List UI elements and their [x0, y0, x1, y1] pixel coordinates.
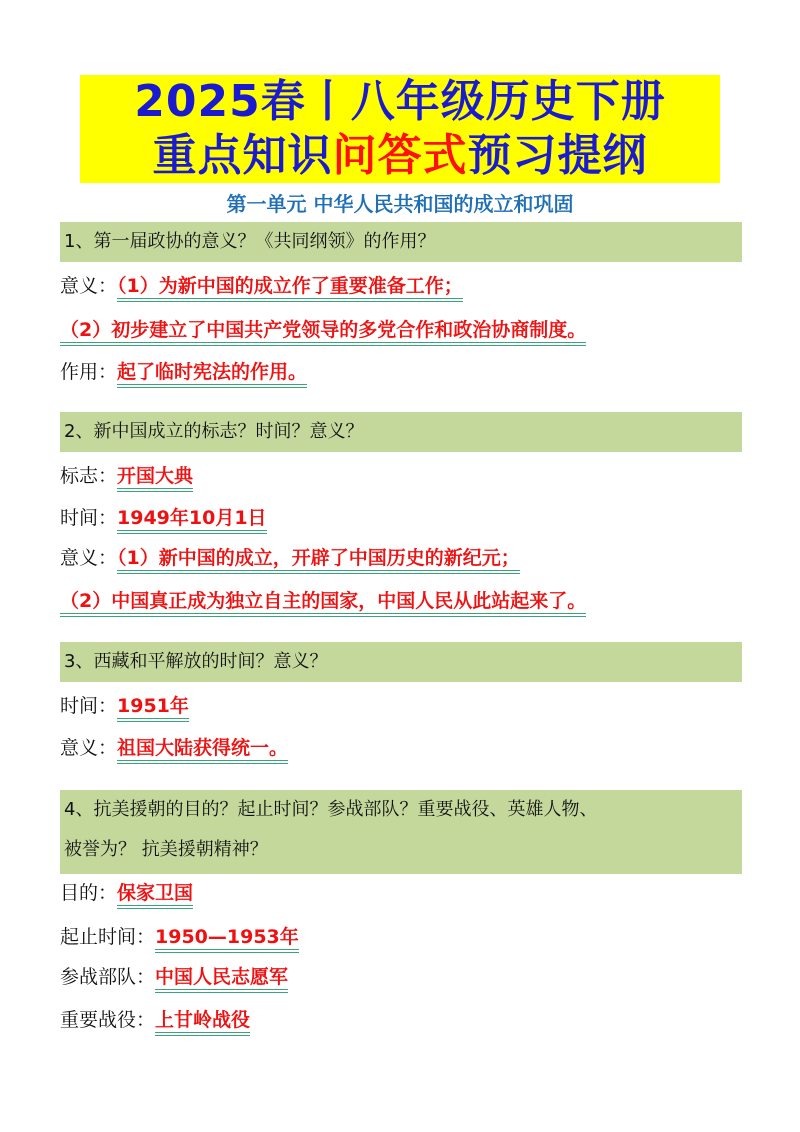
answer-text: 起了临时宪法的作用。	[117, 361, 307, 388]
answer-label: 作用：	[60, 361, 118, 383]
answer-text: 1949年10月1日	[117, 507, 267, 534]
answer-text: 1951年	[117, 695, 189, 722]
answer-line	[60, 734, 288, 762]
answer-text: （2）中国真正成为独立自主的国家，中国人民从此站起来了。	[60, 590, 586, 617]
title-highlight: 问答式	[332, 130, 468, 181]
answer-text: 上甘岭战役	[155, 1009, 250, 1036]
answer-line	[60, 963, 288, 991]
answer-text: 祖国大陆获得统一。	[117, 737, 288, 764]
answer-line	[60, 316, 586, 344]
answer-label: 时间：	[60, 695, 118, 717]
answer-line	[60, 923, 299, 951]
answer-text: 保家卫国	[117, 882, 193, 909]
title-part: 预习提纲	[467, 130, 648, 181]
answer-text: 中国人民志愿军	[155, 966, 288, 993]
answer-label: 时间：	[60, 507, 118, 529]
answer-line	[60, 879, 193, 907]
answer-label: 标志：	[60, 465, 118, 487]
title-line-1: 2025春丨八年级历史下册	[80, 75, 720, 129]
answer-text: （1）为新中国的成立作了重要准备工作；	[117, 275, 463, 302]
answer-label: 意义：	[60, 737, 118, 759]
question-4	[60, 790, 742, 874]
answer-label: 重要战役：	[60, 1009, 156, 1031]
question-2: 2、新中国成立的标志？时间？意义？	[60, 412, 742, 452]
answer-text: （2）初步建立了中国共产党领导的多党合作和政治协商制度。	[60, 319, 586, 346]
question-text: 被誉为？ 抗美援朝精神？	[64, 839, 268, 860]
answer-line	[60, 358, 307, 386]
answer-label: 参战部队：	[60, 966, 156, 988]
title-part: 重点知识	[152, 130, 333, 181]
question-1: 1、第一届政协的意义？《共同纲领》的作用？	[60, 222, 742, 262]
answer-text: （1）新中国的成立，开辟了中国历史的新纪元；	[117, 547, 520, 574]
unit-heading: 第一单元 中华人民共和国的成立和巩固	[226, 192, 574, 216]
answer-label: 意义：	[60, 547, 118, 569]
answer-label: 目的：	[60, 882, 118, 904]
title-line-2	[80, 129, 720, 183]
question-text: 4、抗美援朝的目的？起止时间？参战部队？重要战役、英雄人物、	[64, 799, 598, 820]
answer-line	[60, 544, 520, 572]
answer-text: 1950—1953年	[155, 926, 299, 953]
answer-line	[60, 587, 586, 615]
answer-line	[60, 504, 267, 532]
answer-label: 起止时间：	[60, 926, 156, 948]
question-3: 3、西藏和平解放的时间？意义？	[60, 642, 742, 682]
answer-label: 意义：	[60, 275, 118, 297]
answer-line	[60, 692, 189, 720]
answer-text: 开国大典	[117, 465, 193, 492]
answer-line	[60, 1006, 250, 1034]
answer-line	[60, 462, 193, 490]
answer-line	[60, 272, 463, 300]
